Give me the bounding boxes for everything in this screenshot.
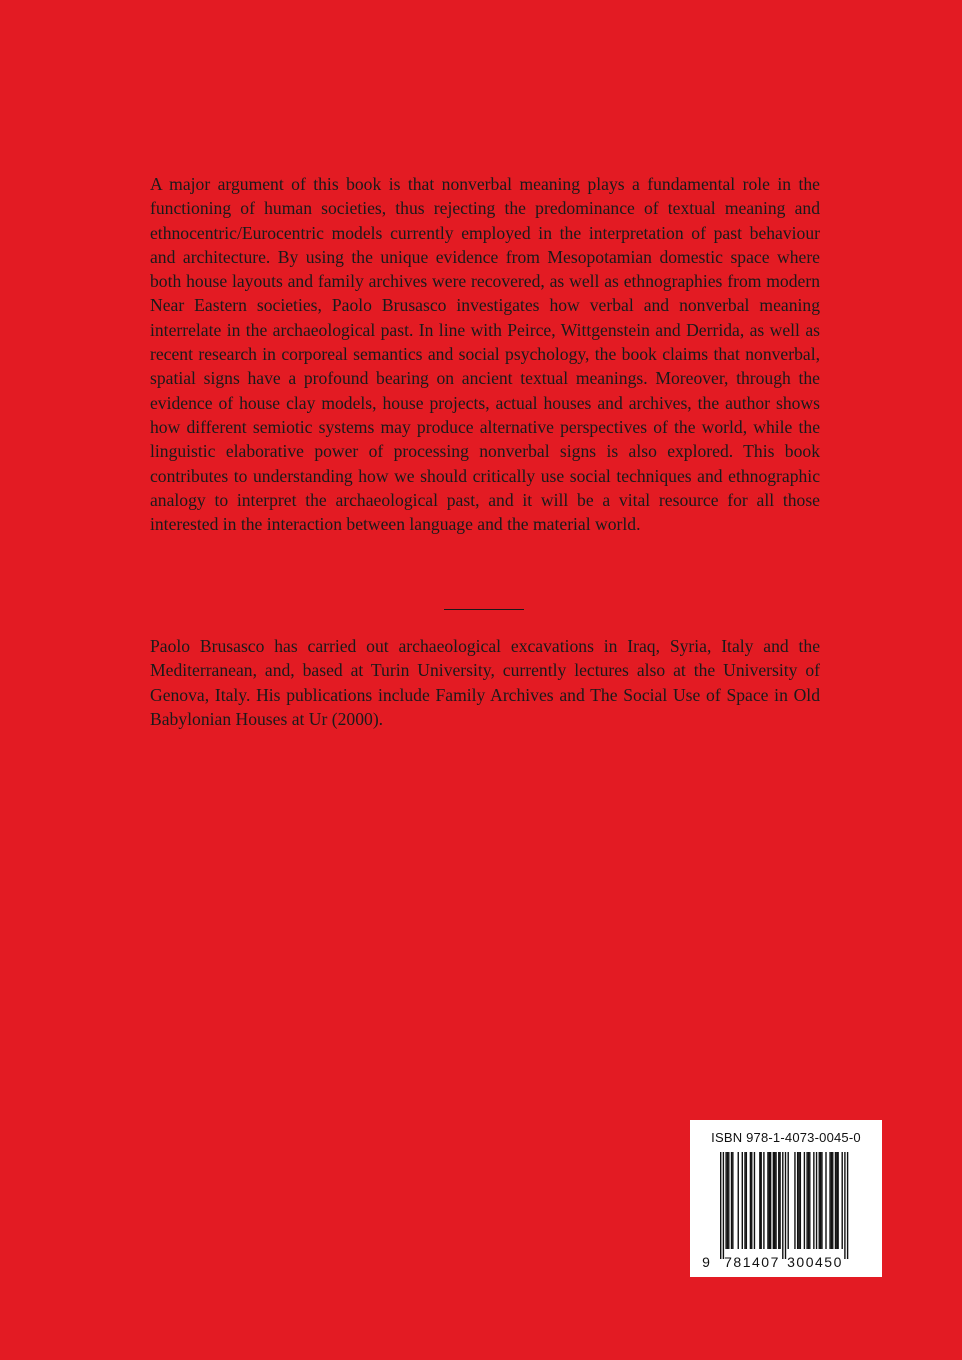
barcode-bar bbox=[831, 1152, 832, 1249]
barcode-bar bbox=[720, 1152, 721, 1259]
barcode-bar bbox=[806, 1152, 807, 1249]
barcode-bar bbox=[797, 1152, 798, 1249]
barcode-bar bbox=[725, 1152, 726, 1249]
barcode-bar bbox=[723, 1152, 724, 1259]
barcode-first-digit: 9 bbox=[702, 1254, 710, 1270]
barcode-bar bbox=[742, 1152, 743, 1249]
barcode-bar bbox=[738, 1152, 739, 1249]
barcode-bar bbox=[782, 1152, 783, 1259]
barcode-graphic bbox=[690, 1120, 882, 1277]
barcode-bar bbox=[785, 1152, 786, 1259]
barcode-bar bbox=[821, 1152, 822, 1249]
barcode-bar bbox=[809, 1152, 810, 1249]
barcode-bar bbox=[779, 1152, 780, 1249]
barcode-bar bbox=[775, 1152, 776, 1249]
barcode-bar bbox=[837, 1152, 838, 1249]
barcode-bar bbox=[825, 1152, 826, 1249]
barcode-bar bbox=[804, 1152, 805, 1249]
barcode-bar bbox=[728, 1152, 729, 1249]
barcode-bar bbox=[773, 1152, 774, 1249]
barcode-bar bbox=[759, 1152, 760, 1249]
barcode-bar bbox=[819, 1152, 820, 1249]
barcode-bar bbox=[835, 1152, 836, 1249]
barcode-bar bbox=[763, 1152, 764, 1249]
barcode-bar bbox=[788, 1152, 789, 1249]
barcode-bar bbox=[816, 1152, 817, 1249]
barcode-bar bbox=[847, 1152, 848, 1259]
barcode-bar bbox=[727, 1152, 728, 1249]
barcode-bar bbox=[794, 1152, 795, 1249]
barcode-bar bbox=[844, 1152, 845, 1259]
section-divider bbox=[444, 609, 524, 610]
barcode-bar bbox=[754, 1152, 755, 1249]
barcode-bar bbox=[769, 1152, 770, 1249]
book-description: A major argument of this book is that nonverbal meaning plays a fundamental role in the functioning of human societies, thus rejecting the predominance of textual meaning and ethnocentric/Eurocentric models currently employed in the interpretation of past behaviour and architecture. By using the unique evidence from Mesopotamian domestic space where both house layouts and family archives were recovered, as well as ethnographies from modern Near Eastern societies, Paolo Brusasco investigates how verbal and nonverbal meaning interrelate in the archaeological past. In line with Peirce, Wittgenstein and Derrida, as well as recent research in corporeal semantics and social psychology, the book claims that nonverbal, spatial signs have a profound bearing on ancient textual meanings. Moreover, through the evidence of house clay models, house projects, actual houses and archives, the author shows how different semiotic systems may produce alternative perspectives of the world, while the linguistic elaborative power of processing nonverbal signs is also explored. This book contributes to understanding how we should critically use social techniques and ethnographic analogy to interpret the archaeological past, and it will be a vital resource for all those interested in the interaction between language and the material world. bbox=[150, 174, 820, 535]
author-biography: Paolo Brusasco has carried out archaeological excavations in Iraq, Syria, Italy and the Mediterranean, and, based at Turin University, currently lectures also at the University of Genova, Italy. His publications include Family Archives and The Social Use of Space in Old Babylonian Houses at Ur (2000). bbox=[150, 636, 820, 729]
barcode-bar bbox=[832, 1152, 833, 1249]
barcode-bar bbox=[767, 1152, 768, 1249]
barcode-bar bbox=[770, 1152, 771, 1249]
barcode-bar bbox=[731, 1152, 732, 1249]
barcode-left-digits: 781407 bbox=[724, 1254, 780, 1270]
barcode-bar bbox=[842, 1152, 843, 1249]
barcode-right-digits: 300450 bbox=[787, 1254, 843, 1270]
barcode-bar bbox=[820, 1152, 821, 1249]
barcode-bar bbox=[798, 1152, 799, 1249]
isbn-label: ISBN 978-1-4073-0045-0 bbox=[711, 1130, 861, 1145]
barcode-bar bbox=[778, 1152, 779, 1249]
barcode-bar bbox=[744, 1152, 745, 1249]
barcode-bar bbox=[800, 1152, 801, 1249]
barcode-bar bbox=[813, 1152, 814, 1249]
barcode-bars bbox=[720, 1152, 848, 1259]
barcode-bar bbox=[761, 1152, 762, 1249]
barcode-bar bbox=[829, 1152, 830, 1249]
barcode-bar bbox=[808, 1152, 809, 1249]
barcode-bar bbox=[750, 1152, 751, 1249]
barcode-bar bbox=[732, 1152, 733, 1249]
barcode-bar bbox=[836, 1152, 837, 1249]
barcode-bar bbox=[751, 1152, 752, 1249]
barcode-bar bbox=[774, 1152, 775, 1249]
isbn-barcode-box bbox=[690, 1120, 882, 1277]
barcode-bar bbox=[746, 1152, 747, 1249]
